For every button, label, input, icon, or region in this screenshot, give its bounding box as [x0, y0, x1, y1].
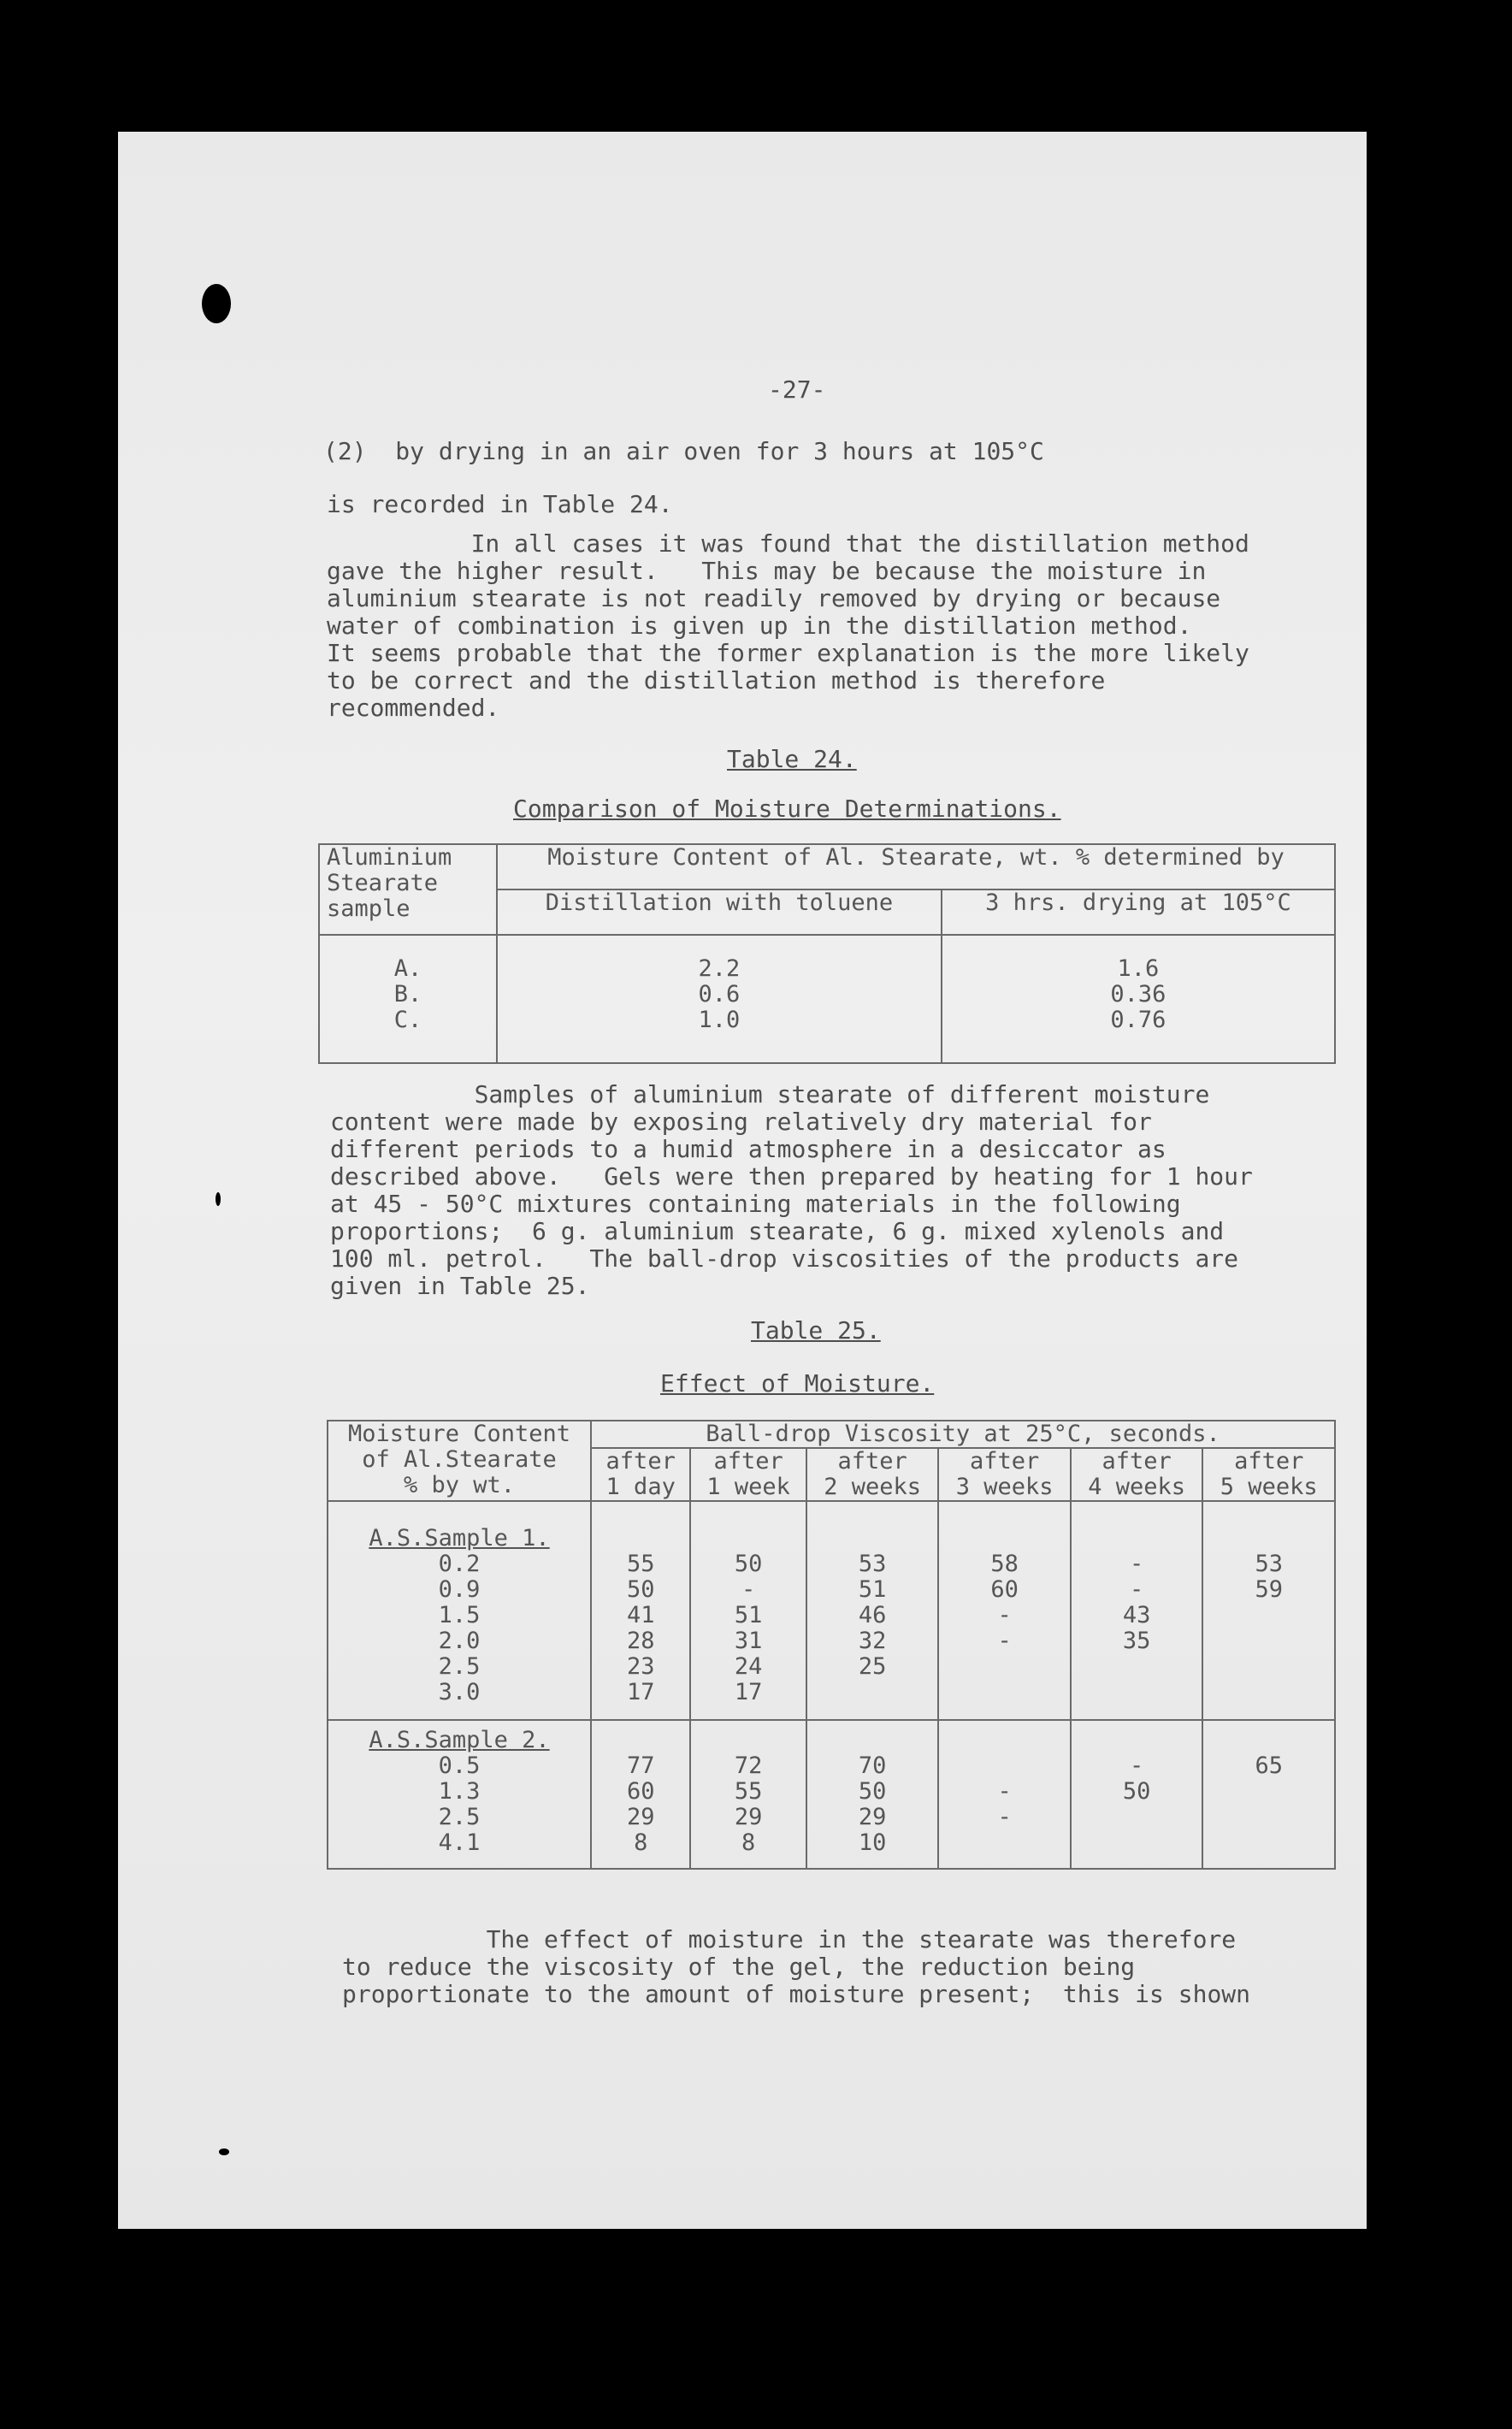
table-24-distillation-values: 2.2 0.6 1.0 [497, 935, 942, 1063]
table-24-distillation-header: Distillation with toluene [497, 889, 942, 935]
speck-mark [219, 2148, 229, 2155]
time-header-4-weeks: after 4 weeks [1071, 1448, 1203, 1501]
sample-1-day-1: 55 50 41 28 23 17 [591, 1501, 690, 1720]
time-header-3-weeks: after 3 weeks [938, 1448, 1071, 1501]
table-24-title: Table 24. [727, 745, 857, 773]
table-24-subtitle: Comparison of Moisture Determinations. [513, 795, 1061, 823]
text-line: content were made by exposing relatively dry material for [330, 1108, 1152, 1136]
table-24-samples: A. B. C. [319, 935, 497, 1063]
text-line: In all cases it was found that the distillation method [327, 529, 1249, 558]
text-line: proportions; 6 g. aluminium stearate, 6 g. mixed xylenols and [330, 1217, 1225, 1245]
sample-1-week-1: 50 - 51 31 24 17 [690, 1501, 806, 1720]
table-25-group-header: Ball-drop Viscosity at 25°C, seconds. [591, 1421, 1335, 1448]
sample-2-weeks-4: - 50 [1071, 1720, 1203, 1869]
sample-2-moisture-cell: A.S.Sample 2. 0.5 1.3 2.5 4.1 [328, 1720, 591, 1869]
punch-hole-mark [202, 284, 231, 323]
text-line: recommended. [327, 694, 500, 722]
text-line: to be correct and the distillation method is therefore [327, 666, 1106, 694]
text-line: water of combination is given up in the distillation method. [327, 612, 1192, 640]
table-25-subtitle: Effect of Moisture. [660, 1369, 935, 1398]
sample-2-weeks-5: 65 [1202, 1720, 1335, 1869]
time-header-2-weeks: after 2 weeks [806, 1448, 939, 1501]
sample-1-weeks-3: 58 60 - - [938, 1501, 1071, 1720]
speck-mark [216, 1192, 221, 1206]
text-line: to reduce the viscosity of the gel, the reduction being [342, 1953, 1136, 1981]
sample-1-weeks-4: - - 43 35 [1071, 1501, 1203, 1720]
sample-1-moisture-cell: A.S.Sample 1. 0.2 0.9 1.5 2.0 2.5 3.0 [328, 1501, 591, 1720]
table-row [328, 1720, 1335, 1869]
time-header-1-day: after 1 day [591, 1448, 690, 1501]
speck-mark [101, 195, 109, 204]
text-line: It seems probable that the former explanation is the more likely [327, 639, 1249, 667]
text-line: The effect of moisture in the stearate was therefore [342, 1925, 1237, 1953]
page-number: -27- [768, 375, 826, 404]
text-line: Samples of aluminium stearate of different moisture [330, 1080, 1210, 1108]
table-24 [318, 843, 1336, 1064]
table-24-sample-header: Aluminium Stearate sample [319, 844, 497, 935]
sample-1-weeks-2: 53 51 46 32 25 [806, 1501, 939, 1720]
table-24-drying-values: 1.6 0.36 0.76 [942, 935, 1335, 1063]
text-line: different periods to a humid atmosphere in a desiccator as [330, 1135, 1166, 1163]
text-line: gave the higher result. This may be because the moisture in [327, 557, 1207, 585]
time-header-1-week: after 1 week [690, 1448, 806, 1501]
text-line: described above. Gels were then prepared by heating for 1 hour [330, 1162, 1253, 1191]
text-line: proportionate to the amount of moisture present; this is shown [342, 1980, 1251, 2008]
sample-2-weeks-3: - - [938, 1720, 1071, 1869]
table-24-drying-header: 3 hrs. drying at 105°C [942, 889, 1335, 935]
table-25-title: Table 25. [751, 1316, 881, 1345]
text-line: aluminium stearate is not readily removed by drying or because [327, 584, 1221, 612]
sample-2-weeks-2: 70 50 29 10 [806, 1720, 939, 1869]
text-line: 100 ml. petrol. The ball-drop viscosities of the products are [330, 1244, 1239, 1273]
table-24-group-header: Moisture Content of Al. Stearate, wt. % determined by [497, 844, 1335, 889]
table-row [328, 1501, 1335, 1720]
document-page [118, 132, 1367, 2229]
intro-line-2: is recorded in Table 24. [327, 490, 673, 518]
time-header-5-weeks: after 5 weeks [1202, 1448, 1335, 1501]
sample-2-week-1: 72 55 29 8 [690, 1720, 806, 1869]
text-line: at 45 - 50°C mixtures containing materials in the following [330, 1190, 1181, 1218]
intro-line: (2) by drying in an air oven for 3 hours at 105°C [323, 437, 1044, 465]
text-line: given in Table 25. [330, 1272, 590, 1300]
table-25 [327, 1420, 1336, 1870]
table-25-moisture-header: Moisture Content of Al.Stearate % by wt. [328, 1421, 591, 1501]
sample-1-weeks-5: 53 59 [1202, 1501, 1335, 1720]
sample-2-day-1: 77 60 29 8 [591, 1720, 690, 1869]
